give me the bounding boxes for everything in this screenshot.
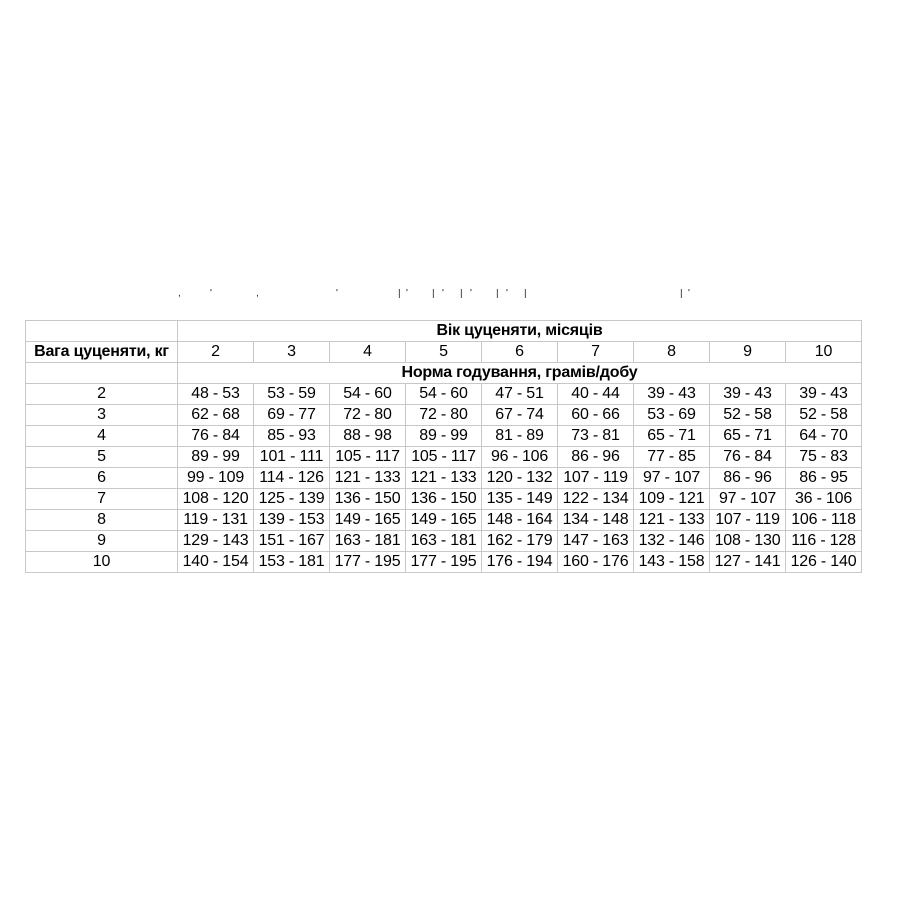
- norm-value-cell: 125 - 139: [254, 489, 330, 510]
- norm-value-cell: 121 - 133: [330, 468, 406, 489]
- norm-value-cell: 99 - 109: [178, 468, 254, 489]
- norm-value-cell: 136 - 150: [330, 489, 406, 510]
- norm-value-cell: 97 - 107: [634, 468, 710, 489]
- norm-value-cell: 39 - 43: [710, 384, 786, 405]
- norm-value-cell: 149 - 165: [330, 510, 406, 531]
- weight-cell: 2: [26, 384, 178, 405]
- weight-cell: 8: [26, 510, 178, 531]
- table-row: [26, 405, 862, 426]
- norm-value-cell: 127 - 141: [710, 552, 786, 573]
- norm-value-cell: 89 - 99: [406, 426, 482, 447]
- weight-cell: 10: [26, 552, 178, 573]
- norm-value-cell: 73 - 81: [558, 426, 634, 447]
- table-row: [26, 447, 862, 468]
- header-row-ages: [26, 342, 862, 363]
- weight-cell: 3: [26, 405, 178, 426]
- weight-cell: 9: [26, 531, 178, 552]
- norm-value-cell: 105 - 117: [406, 447, 482, 468]
- norm-value-cell: 121 - 133: [634, 510, 710, 531]
- norm-value-cell: 140 - 154: [178, 552, 254, 573]
- norm-value-cell: 163 - 181: [330, 531, 406, 552]
- norm-value-cell: 108 - 130: [710, 531, 786, 552]
- norm-value-cell: 119 - 131: [178, 510, 254, 531]
- norm-value-cell: 54 - 60: [330, 384, 406, 405]
- norm-value-cell: 120 - 132: [482, 468, 558, 489]
- norm-value-cell: 177 - 195: [406, 552, 482, 573]
- norm-value-cell: 86 - 95: [786, 468, 862, 489]
- norm-value-cell: 88 - 98: [330, 426, 406, 447]
- age-col-header: 7: [558, 342, 634, 363]
- norm-value-cell: 81 - 89: [482, 426, 558, 447]
- norm-value-cell: 149 - 165: [406, 510, 482, 531]
- feeding-norm-table: [25, 320, 862, 573]
- age-col-header: 10: [786, 342, 862, 363]
- table-row: [26, 468, 862, 489]
- cropped-text-line: , ' , ' | ' | ' | ' | ' | | ': [178, 289, 690, 299]
- age-col-header: 3: [254, 342, 330, 363]
- norm-value-cell: 47 - 51: [482, 384, 558, 405]
- weight-cell: 5: [26, 447, 178, 468]
- age-col-header: 4: [330, 342, 406, 363]
- norm-value-cell: 85 - 93: [254, 426, 330, 447]
- norm-header: Норма годування, грамів/добу: [178, 363, 862, 384]
- norm-value-cell: 116 - 128: [786, 531, 862, 552]
- norm-value-cell: 136 - 150: [406, 489, 482, 510]
- norm-value-cell: 76 - 84: [178, 426, 254, 447]
- blank-cell: [26, 363, 178, 384]
- age-col-header: 6: [482, 342, 558, 363]
- norm-value-cell: 76 - 84: [710, 447, 786, 468]
- norm-value-cell: 52 - 58: [710, 405, 786, 426]
- norm-value-cell: 69 - 77: [254, 405, 330, 426]
- norm-value-cell: 132 - 146: [634, 531, 710, 552]
- norm-value-cell: 177 - 195: [330, 552, 406, 573]
- norm-value-cell: 72 - 80: [406, 405, 482, 426]
- norm-value-cell: 86 - 96: [558, 447, 634, 468]
- norm-value-cell: 106 - 118: [786, 510, 862, 531]
- age-col-header: 2: [178, 342, 254, 363]
- norm-value-cell: 109 - 121: [634, 489, 710, 510]
- norm-value-cell: 126 - 140: [786, 552, 862, 573]
- norm-value-cell: 101 - 111: [254, 447, 330, 468]
- norm-value-cell: 52 - 58: [786, 405, 862, 426]
- norm-value-cell: 122 - 134: [558, 489, 634, 510]
- norm-value-cell: 176 - 194: [482, 552, 558, 573]
- norm-value-cell: 48 - 53: [178, 384, 254, 405]
- norm-value-cell: 39 - 43: [634, 384, 710, 405]
- norm-value-cell: 151 - 167: [254, 531, 330, 552]
- weight-cell: 6: [26, 468, 178, 489]
- norm-value-cell: 153 - 181: [254, 552, 330, 573]
- norm-value-cell: 160 - 176: [558, 552, 634, 573]
- norm-value-cell: 163 - 181: [406, 531, 482, 552]
- table-row: [26, 531, 862, 552]
- norm-value-cell: 134 - 148: [558, 510, 634, 531]
- header-row-age-title: [26, 321, 862, 342]
- age-header: Вік цуценяти, місяців: [178, 321, 862, 342]
- norm-value-cell: 60 - 66: [558, 405, 634, 426]
- norm-value-cell: 108 - 120: [178, 489, 254, 510]
- norm-value-cell: 89 - 99: [178, 447, 254, 468]
- weight-cell: 7: [26, 489, 178, 510]
- norm-value-cell: 67 - 74: [482, 405, 558, 426]
- norm-value-cell: 121 - 133: [406, 468, 482, 489]
- top-left-blank-cell: [26, 321, 178, 342]
- norm-value-cell: 139 - 153: [254, 510, 330, 531]
- norm-value-cell: 97 - 107: [710, 489, 786, 510]
- norm-value-cell: 147 - 163: [558, 531, 634, 552]
- norm-value-cell: 135 - 149: [482, 489, 558, 510]
- norm-value-cell: 53 - 59: [254, 384, 330, 405]
- age-col-header: 8: [634, 342, 710, 363]
- norm-value-cell: 148 - 164: [482, 510, 558, 531]
- norm-value-cell: 107 - 119: [710, 510, 786, 531]
- age-col-header: 9: [710, 342, 786, 363]
- age-col-header: 5: [406, 342, 482, 363]
- norm-value-cell: 114 - 126: [254, 468, 330, 489]
- norm-value-cell: 65 - 71: [634, 426, 710, 447]
- norm-value-cell: 54 - 60: [406, 384, 482, 405]
- norm-value-cell: 129 - 143: [178, 531, 254, 552]
- norm-value-cell: 75 - 83: [786, 447, 862, 468]
- norm-value-cell: 86 - 96: [710, 468, 786, 489]
- norm-value-cell: 72 - 80: [330, 405, 406, 426]
- header-row-norm-title: [26, 363, 862, 384]
- norm-value-cell: 162 - 179: [482, 531, 558, 552]
- norm-value-cell: 62 - 68: [178, 405, 254, 426]
- weight-header: Вага цуценяти, кг: [26, 342, 178, 363]
- norm-value-cell: 39 - 43: [786, 384, 862, 405]
- table-row: [26, 426, 862, 447]
- norm-value-cell: 107 - 119: [558, 468, 634, 489]
- norm-value-cell: 36 - 106: [786, 489, 862, 510]
- norm-value-cell: 143 - 158: [634, 552, 710, 573]
- norm-value-cell: 64 - 70: [786, 426, 862, 447]
- table-row: [26, 384, 862, 405]
- norm-value-cell: 77 - 85: [634, 447, 710, 468]
- norm-value-cell: 96 - 106: [482, 447, 558, 468]
- table-row: [26, 510, 862, 531]
- table-row: [26, 489, 862, 510]
- table-row: [26, 552, 862, 573]
- norm-value-cell: 40 - 44: [558, 384, 634, 405]
- norm-value-cell: 53 - 69: [634, 405, 710, 426]
- weight-cell: 4: [26, 426, 178, 447]
- norm-value-cell: 65 - 71: [710, 426, 786, 447]
- norm-value-cell: 105 - 117: [330, 447, 406, 468]
